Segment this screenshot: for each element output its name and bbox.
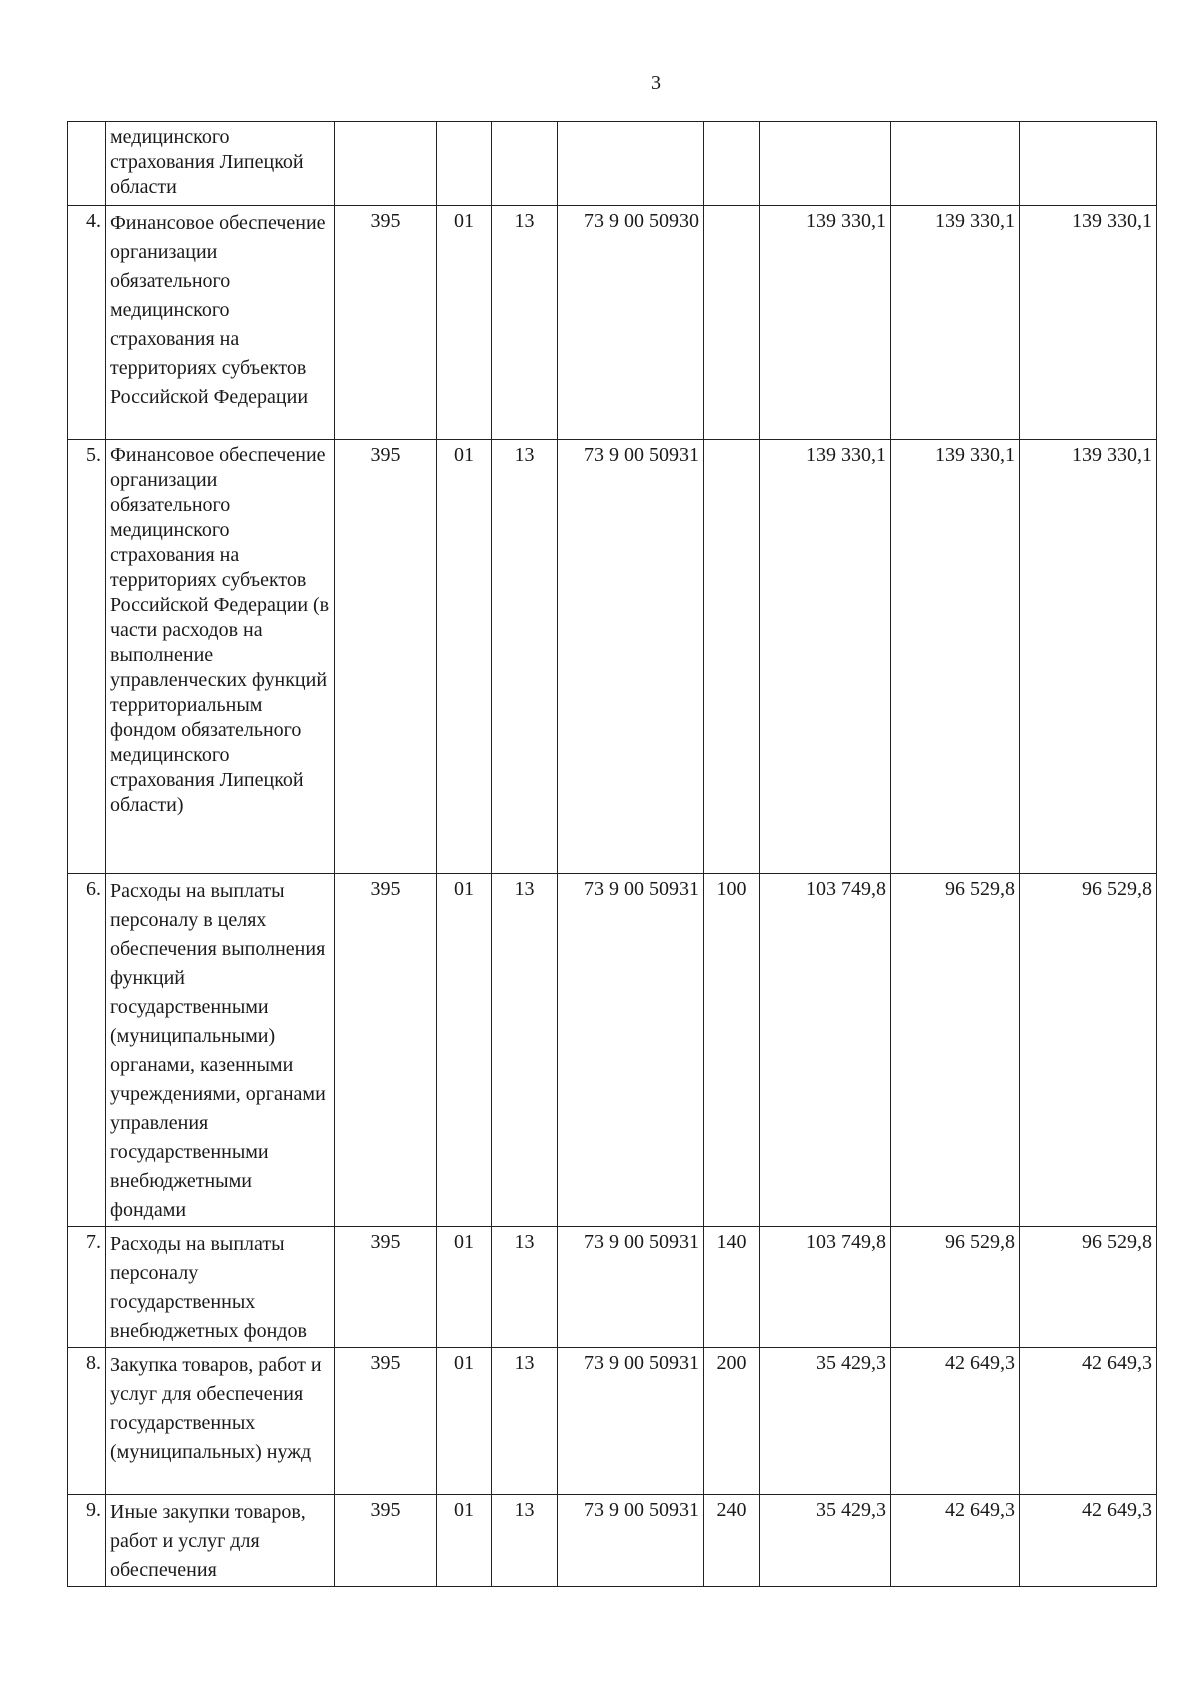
subsection-code: 13 bbox=[492, 1348, 558, 1495]
expense-type-code: 240 bbox=[704, 1495, 760, 1587]
amount-year-3: 42 649,3 bbox=[1020, 1495, 1157, 1587]
target-article-code: 73 9 00 50931 bbox=[558, 1227, 704, 1348]
table-row bbox=[68, 1227, 1157, 1348]
row-number bbox=[68, 122, 106, 206]
amount-year-1: 139 330,1 bbox=[760, 206, 891, 440]
amount-year-2: 42 649,3 bbox=[891, 1348, 1020, 1495]
grbs-code: 395 bbox=[335, 206, 437, 440]
grbs-code bbox=[335, 122, 437, 206]
expense-name: Расходы на выплаты персоналу в целях обеспечения выполнения функций государственными (муниципальными) органами, казенными учреждениями, органами управления государственными внебюджетными фондами bbox=[106, 874, 335, 1227]
expense-type-code: 100 bbox=[704, 874, 760, 1227]
budget-table bbox=[67, 121, 1157, 1587]
table-row bbox=[68, 1495, 1157, 1587]
expense-type-code bbox=[704, 122, 760, 206]
grbs-code: 395 bbox=[335, 1348, 437, 1495]
section-code: 01 bbox=[437, 1348, 492, 1495]
grbs-code: 395 bbox=[335, 1227, 437, 1348]
amount-year-2: 42 649,3 bbox=[891, 1495, 1020, 1587]
expense-name: Финансовое обеспечение организации обязательного медицинского страхования на территориях субъектов Российской Федерации (в части расходов на выполнение управленческих функций территориальным фондом обязательного медицинского страхования Липецкой области) bbox=[106, 440, 335, 874]
target-article-code: 73 9 00 50931 bbox=[558, 440, 704, 874]
amount-year-2: 96 529,8 bbox=[891, 874, 1020, 1227]
expense-name: Расходы на выплаты персоналу государственных внебюджетных фондов bbox=[106, 1227, 335, 1348]
subsection-code: 13 bbox=[492, 1227, 558, 1348]
row-number: 8. bbox=[68, 1348, 106, 1495]
row-number: 6. bbox=[68, 874, 106, 1227]
target-article-code: 73 9 00 50931 bbox=[558, 874, 704, 1227]
amount-year-1: 103 749,8 bbox=[760, 874, 891, 1227]
expense-name: медицинского страхования Липецкой области bbox=[106, 122, 335, 206]
expense-type-code: 200 bbox=[704, 1348, 760, 1495]
grbs-code: 395 bbox=[335, 1495, 437, 1587]
amount-year-1: 139 330,1 bbox=[760, 440, 891, 874]
section-code: 01 bbox=[437, 1495, 492, 1587]
amount-year-2: 96 529,8 bbox=[891, 1227, 1020, 1348]
table-row bbox=[68, 874, 1157, 1227]
amount-year-3 bbox=[1020, 122, 1157, 206]
row-number: 4. bbox=[68, 206, 106, 440]
section-code bbox=[437, 122, 492, 206]
subsection-code: 13 bbox=[492, 874, 558, 1227]
table-row bbox=[68, 206, 1157, 440]
amount-year-3: 96 529,8 bbox=[1020, 1227, 1157, 1348]
row-number: 5. bbox=[68, 440, 106, 874]
target-article-code: 73 9 00 50931 bbox=[558, 1495, 704, 1587]
table-row bbox=[68, 1348, 1157, 1495]
expense-name: Закупка товаров, работ и услуг для обеспечения государственных (муниципальных) нужд bbox=[106, 1348, 335, 1495]
table-row bbox=[68, 122, 1157, 206]
amount-year-2 bbox=[891, 122, 1020, 206]
expense-name: Иные закупки товаров, работ и услуг для обеспечения bbox=[106, 1495, 335, 1587]
expense-name: Финансовое обеспечение организации обязательного медицинского страхования на территориях субъектов Российской Федерации bbox=[106, 206, 335, 440]
grbs-code: 395 bbox=[335, 874, 437, 1227]
table-row bbox=[68, 440, 1157, 874]
target-article-code: 73 9 00 50930 bbox=[558, 206, 704, 440]
amount-year-2: 139 330,1 bbox=[891, 440, 1020, 874]
section-code: 01 bbox=[437, 440, 492, 874]
amount-year-1: 35 429,3 bbox=[760, 1348, 891, 1495]
amount-year-3: 139 330,1 bbox=[1020, 206, 1157, 440]
row-number: 7. bbox=[68, 1227, 106, 1348]
amount-year-1: 35 429,3 bbox=[760, 1495, 891, 1587]
amount-year-3: 96 529,8 bbox=[1020, 874, 1157, 1227]
amount-year-1: 103 749,8 bbox=[760, 1227, 891, 1348]
subsection-code: 13 bbox=[492, 440, 558, 874]
table-body bbox=[68, 122, 1157, 1587]
section-code: 01 bbox=[437, 874, 492, 1227]
section-code: 01 bbox=[437, 1227, 492, 1348]
target-article-code: 73 9 00 50931 bbox=[558, 1348, 704, 1495]
target-article-code bbox=[558, 122, 704, 206]
subsection-code: 13 bbox=[492, 206, 558, 440]
grbs-code: 395 bbox=[335, 440, 437, 874]
amount-year-3: 42 649,3 bbox=[1020, 1348, 1157, 1495]
expense-type-code bbox=[704, 206, 760, 440]
subsection-code bbox=[492, 122, 558, 206]
amount-year-3: 139 330,1 bbox=[1020, 440, 1157, 874]
expense-type-code: 140 bbox=[704, 1227, 760, 1348]
section-code: 01 bbox=[437, 206, 492, 440]
row-number: 9. bbox=[68, 1495, 106, 1587]
expense-type-code bbox=[704, 440, 760, 874]
subsection-code: 13 bbox=[492, 1495, 558, 1587]
amount-year-2: 139 330,1 bbox=[891, 206, 1020, 440]
amount-year-1 bbox=[760, 122, 891, 206]
page-number: 3 bbox=[651, 72, 661, 94]
